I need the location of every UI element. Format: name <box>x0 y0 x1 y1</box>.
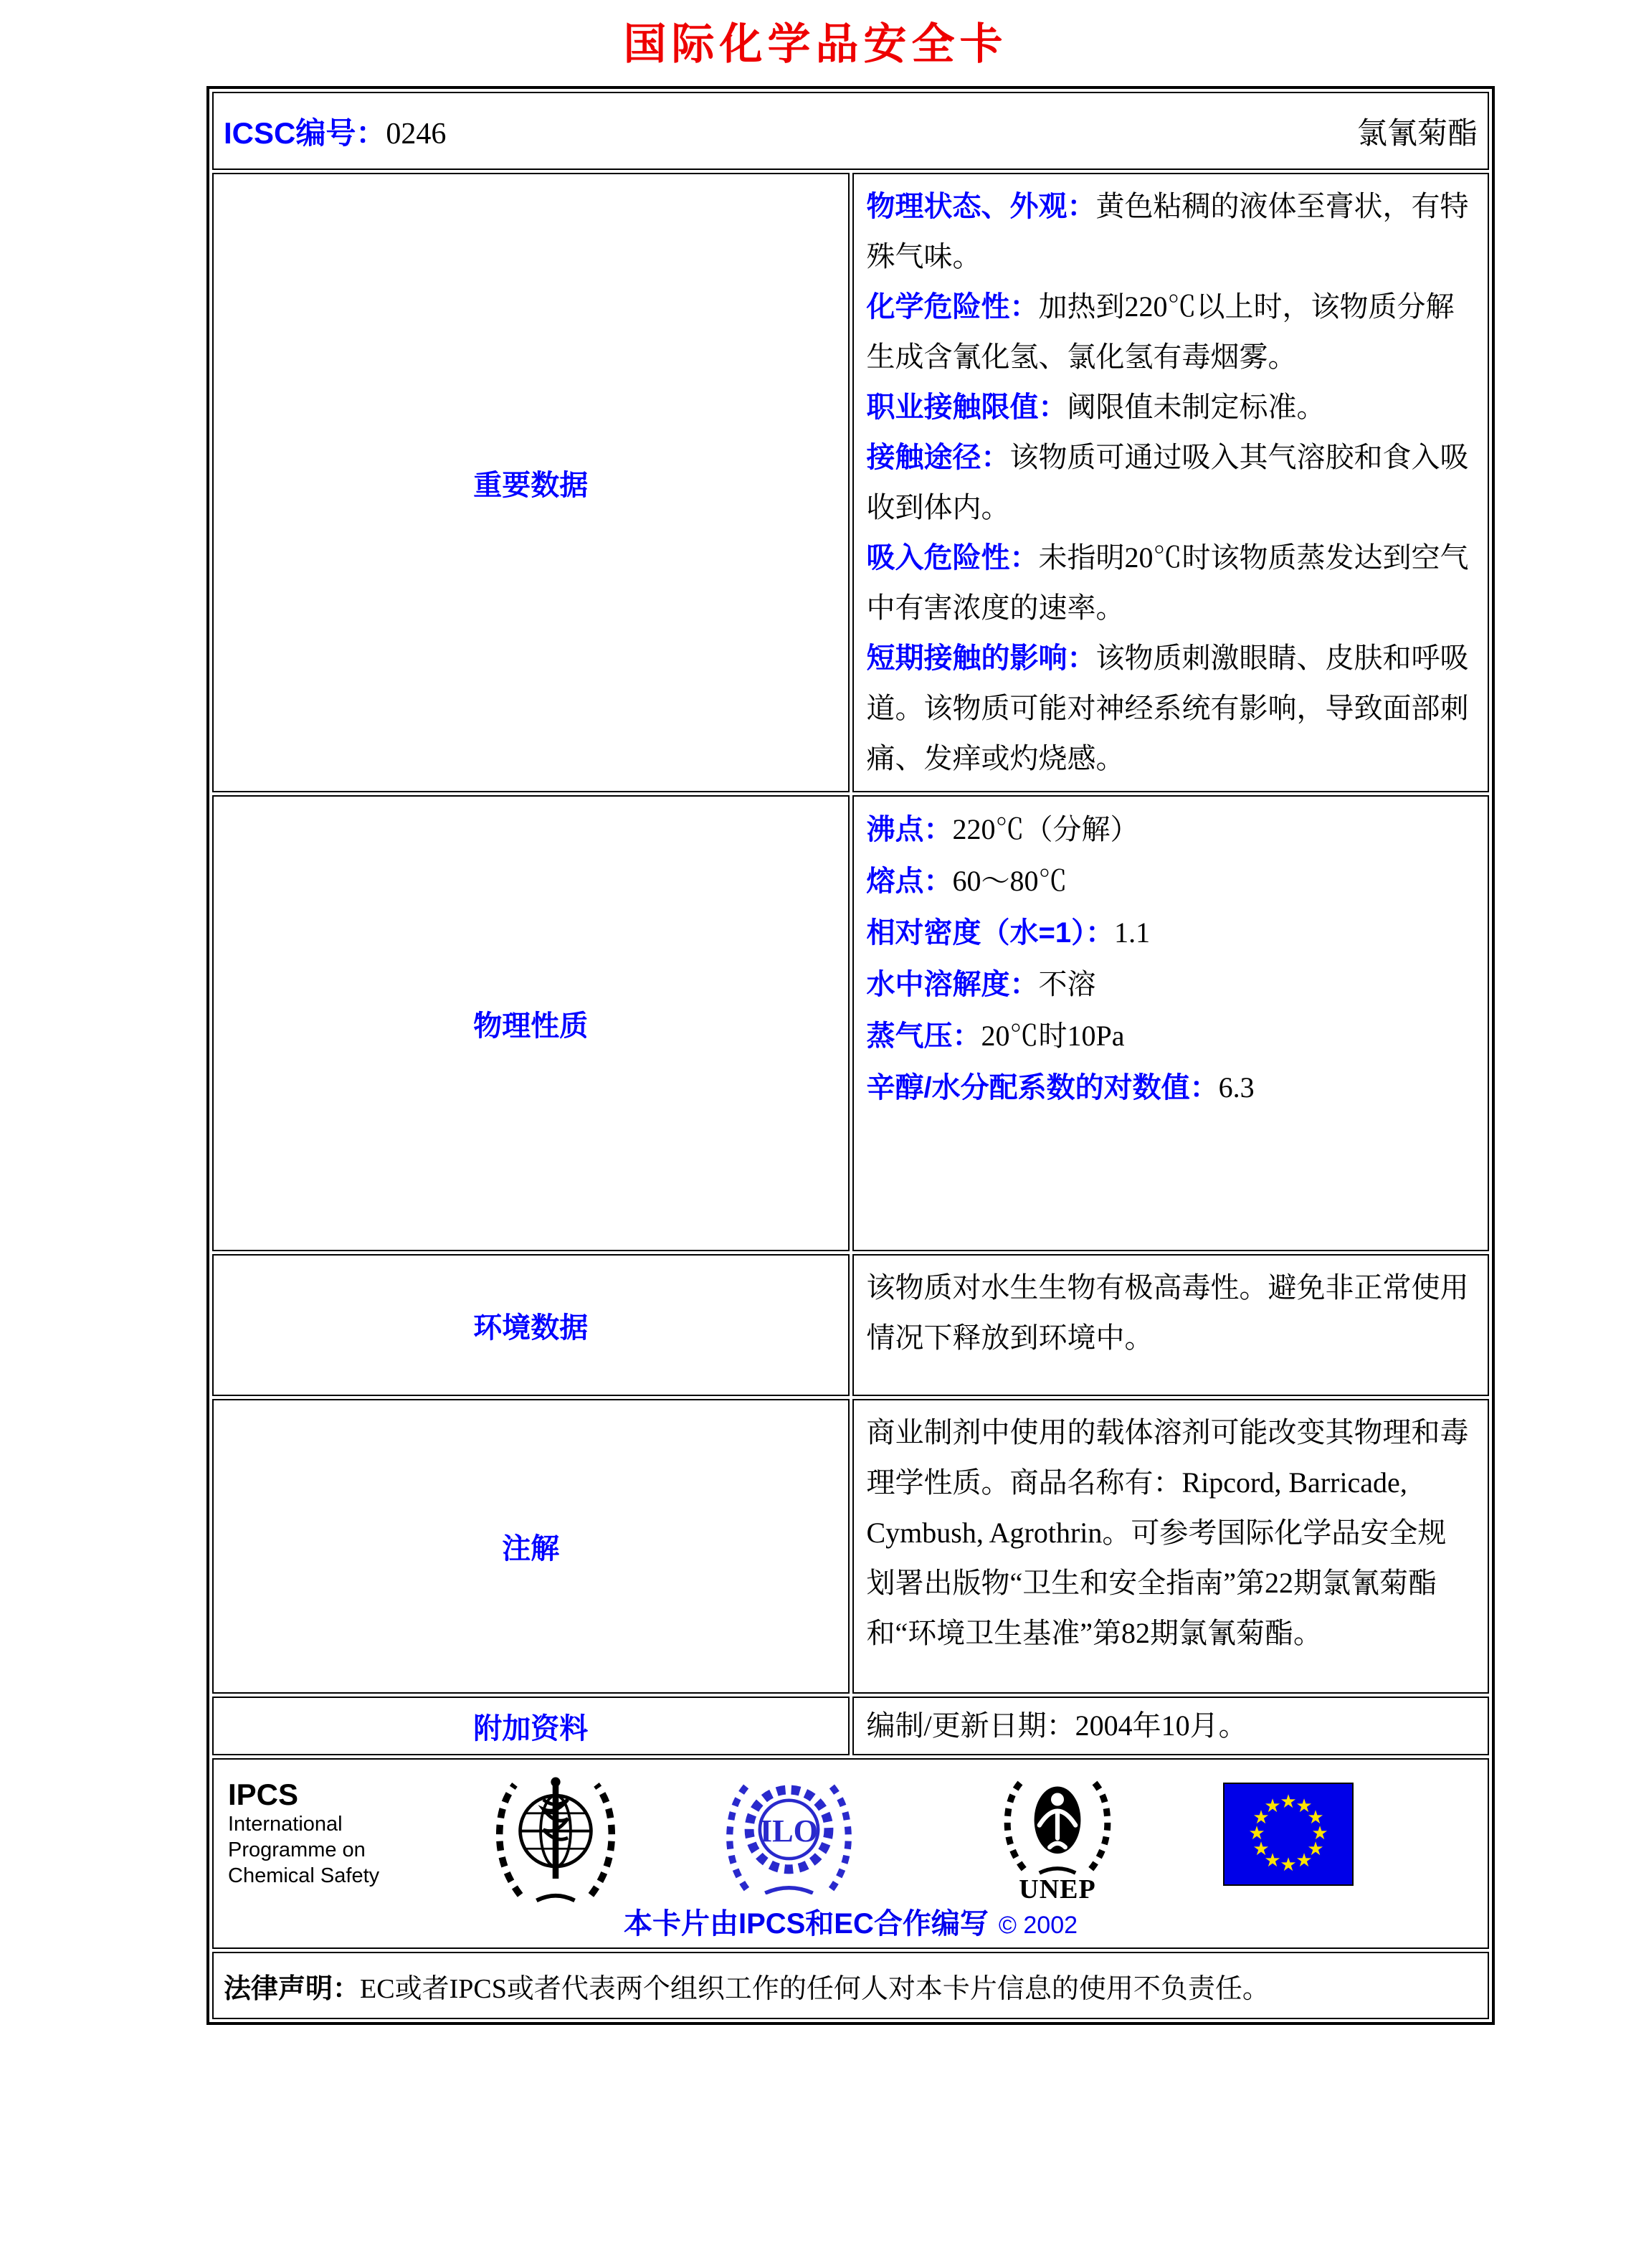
melting-point-item <box>867 855 1475 907</box>
svg-text:★: ★ <box>1248 1823 1265 1844</box>
inhalation-risk-item <box>867 533 1475 633</box>
occupational-limit-label: 职业接触限值： <box>866 392 1067 423</box>
melting-point-value: 60～80℃ <box>952 865 1067 897</box>
inhalation-risk-label: 吸入危险性： <box>866 542 1039 574</box>
short-term-effects-item <box>867 633 1475 784</box>
header-row <box>212 92 1489 170</box>
ilo-logo-icon <box>723 1773 855 1894</box>
svg-text:★: ★ <box>1264 1795 1281 1817</box>
environmental-data-section-label: 环境数据 <box>212 1254 850 1396</box>
ipcs-acronym: IPCS <box>228 1778 299 1811</box>
notes-text: 商业制剂中使用的载体溶剂可能改变其物理和毒理学性质。商品名称有：Ripcord, Barricade, Cymbush, Agrothrin。可参考国际化学品安全规划署出版物“卫生和安全指南”第22期氯氰菊酯和“环境卫生基准”第82期氯氰菊酯。 <box>866 1416 1469 1649</box>
update-date-value: 2004年10月。 <box>1075 1709 1247 1742</box>
water-solubility-label: 水中溶解度： <box>866 969 1039 1000</box>
water-solubility-value: 不溶 <box>1038 968 1096 1000</box>
additional-info-content <box>852 1697 1490 1755</box>
icsc-number-group <box>224 110 446 153</box>
update-date-label: 编制/更新日期： <box>866 1709 1075 1742</box>
short-term-effects-text: 该物质刺激眼睛、皮肤和呼吸道。该物质可能对神经系统有影响，导致面部刺痛、发痒或灼烧感。 <box>866 642 1469 774</box>
logos-row <box>212 1758 1489 1949</box>
occupational-limit-text: 阈限值未制定标准。 <box>1067 391 1326 423</box>
safety-card-table <box>206 86 1495 2025</box>
physical-state-item <box>867 181 1475 282</box>
unep-logo-icon <box>993 1768 1122 1876</box>
boiling-point-value: 220℃（分解） <box>952 813 1139 845</box>
icsc-number-value: 0246 <box>386 117 447 151</box>
boiling-point-item <box>867 804 1475 855</box>
important-data-row <box>212 173 1489 792</box>
physical-state-label: 物理状态、外观： <box>866 191 1096 222</box>
important-data-content <box>852 173 1490 792</box>
relative-density-value: 1.1 <box>1114 916 1151 949</box>
legal-notice-text: EC或者IPCS或者代表两个组织工作的任何人对本卡片信息的使用不负责任。 <box>360 1973 1270 2004</box>
water-solubility-item <box>867 959 1475 1010</box>
relative-density-label: 相对密度（水=1）： <box>866 917 1115 949</box>
svg-text:★: ★ <box>1295 1795 1313 1817</box>
short-term-effects-label: 短期接触的影响： <box>866 642 1096 674</box>
physical-properties-row <box>212 795 1489 1251</box>
svg-text:★: ★ <box>1295 1850 1313 1871</box>
chemical-danger-text: 加热到220℃以上时，该物质分解生成含氰化氢、氯化氢有毒烟雾。 <box>866 290 1455 373</box>
important-data-section-label: 重要数据 <box>212 173 850 792</box>
notes-row <box>212 1399 1489 1694</box>
ipcs-text-block <box>228 1778 379 1889</box>
octanol-water-label: 辛醇/水分配系数的对数值： <box>866 1072 1219 1104</box>
chemical-danger-item <box>867 282 1475 382</box>
svg-text:★: ★ <box>1252 1807 1270 1828</box>
unep-logo-block <box>989 1768 1126 1904</box>
legal-notice-row <box>212 1952 1489 2019</box>
legal-notice-cell <box>212 1952 1489 2019</box>
exposure-route-item <box>867 432 1475 533</box>
notes-section-label: 注解 <box>212 1399 850 1694</box>
inhalation-risk-text: 未指明20℃时该物质蒸发达到空气中有害浓度的速率。 <box>866 541 1469 624</box>
eu-flag-icon <box>1223 1783 1354 1886</box>
svg-text:★: ★ <box>1280 1854 1297 1876</box>
physical-properties-section-label: 物理性质 <box>212 795 850 1251</box>
copyright-text: 本卡片由IPCS和EC合作编写 <box>623 1908 989 1940</box>
vapor-pressure-item <box>867 1010 1475 1062</box>
vapor-pressure-value: 20℃时10Pa <box>981 1020 1125 1052</box>
physical-properties-content <box>852 795 1490 1251</box>
ilo-letters: ILO <box>759 1813 819 1849</box>
page-title: 国际化学品安全卡 <box>623 20 1008 68</box>
legal-notice-label: 法律声明： <box>224 1973 361 2004</box>
additional-info-row <box>212 1697 1489 1755</box>
occupational-limit-item <box>867 382 1475 432</box>
unep-label: UNEP <box>1019 1874 1096 1904</box>
physical-state-text: 黄色粘稠的液体至膏状，有特殊气味。 <box>866 190 1469 272</box>
vapor-pressure-label: 蒸气压： <box>866 1020 981 1052</box>
icsc-number-label: ICSC编号： <box>224 115 386 150</box>
notes-content <box>852 1399 1490 1694</box>
copyright-line <box>214 1901 1488 1942</box>
environmental-data-content <box>852 1254 1490 1396</box>
exposure-route-label: 接触途径： <box>866 442 1010 473</box>
copyright-year: © 2002 <box>998 1912 1078 1939</box>
melting-point-label: 熔点： <box>866 865 953 897</box>
svg-text:★: ★ <box>1252 1838 1270 1860</box>
octanol-water-value: 6.3 <box>1218 1071 1255 1104</box>
additional-info-section-label: 附加资料 <box>212 1697 850 1755</box>
chemical-name: 氯氰菊酯 <box>1356 117 1478 151</box>
environmental-data-text: 该物质对水生生物有极高毒性。避免非正常使用情况下释放到环境中。 <box>866 1271 1469 1354</box>
exposure-route-text: 该物质可通过吸入其气溶胶和食入吸收到体内。 <box>866 441 1469 523</box>
header-cell <box>212 92 1489 170</box>
ipcs-name-line2: Programme on <box>228 1838 366 1861</box>
ipcs-name-line3: Chemical Safety <box>228 1864 380 1887</box>
svg-text:★: ★ <box>1264 1850 1281 1871</box>
who-logo-icon <box>488 1767 624 1910</box>
ipcs-name-line1: International <box>228 1813 343 1836</box>
svg-text:★: ★ <box>1311 1823 1328 1844</box>
relative-density-item <box>867 907 1475 959</box>
svg-text:★: ★ <box>1280 1791 1297 1813</box>
svg-text:★: ★ <box>1307 1838 1324 1860</box>
boiling-point-label: 沸点： <box>866 814 953 845</box>
logos-cell <box>212 1758 1489 1949</box>
chemical-danger-label: 化学危险性： <box>866 291 1039 323</box>
octanol-water-item <box>867 1062 1475 1114</box>
svg-text:★: ★ <box>1307 1807 1324 1828</box>
environmental-data-row <box>212 1254 1489 1396</box>
